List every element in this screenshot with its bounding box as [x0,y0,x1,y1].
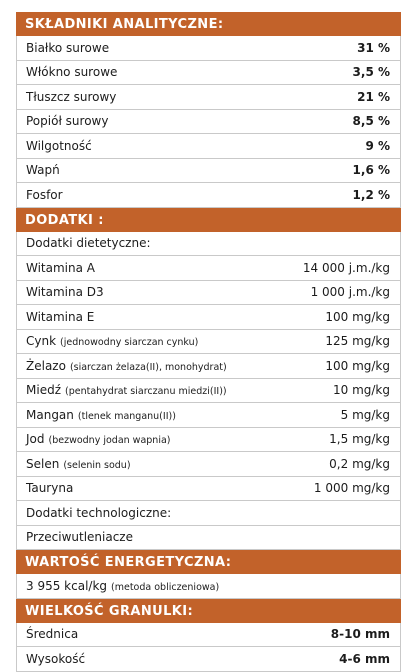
additive-note: (siarczan żelaza(II), monohydrat) [69,361,227,373]
additive-note: (pentahydrat siarczanu miedzi(II)) [65,386,227,398]
additive-name: Mangan [26,407,74,422]
dietetic-label: Dodatki dietetyczne: [26,236,151,251]
row-value: 31 % [357,40,390,55]
granule-row [16,647,401,672]
row-value: 1,6 % [352,163,390,178]
analytical-row [16,110,401,135]
row-label: Tłuszcz surowy [26,89,117,104]
additive-row [16,354,401,379]
additive-note: (jednowodny siarczan cynku) [60,337,199,349]
row-label [26,285,311,299]
row-label [26,481,314,495]
additive-row [16,403,401,428]
nutrition-table [16,12,401,672]
row-value: 9 % [365,138,390,153]
row-value: 1,5 mg/kg [329,432,390,447]
row-label [26,383,333,397]
additive-name: Żelazo [26,358,66,373]
additive-name: Witamina E [26,309,95,324]
additive-note: (bezwodny jodan wapnia) [48,435,171,447]
row-value: 4-6 mm [339,651,390,666]
analytical-row [16,85,401,110]
row-label [26,432,329,446]
row-label: Wysokość [26,651,86,666]
row-value: 1,2 % [352,187,390,202]
technological-label-row [16,501,401,526]
row-label [26,261,303,275]
row-value: 100 mg/kg [325,358,390,373]
energy-row [16,574,401,599]
row-value: 1 000 mg/kg [313,481,390,496]
row-value: 8,5 % [352,114,390,129]
additive-name: Miedź [26,383,61,398]
additive-row [16,379,401,404]
additive-note: (selenin sodu) [63,459,131,471]
row-label [26,359,325,373]
granule-header: WIELKOŚĆ GRANULKI: [16,599,401,623]
additive-name: Witamina D3 [26,285,104,300]
additive-row [16,330,401,355]
energy-header: WARTOŚĆ ENERGETYCZNA: [16,550,401,574]
additive-row [16,256,401,281]
row-label: Wilgotność [26,138,92,153]
energy-text [26,579,390,593]
row-value: 10 mg/kg [333,383,390,398]
dietetic-label-row [16,232,401,257]
additive-row [16,305,401,330]
row-label [26,310,325,324]
row-label [26,457,329,471]
row-label: Wapń [26,163,60,178]
additive-name: Jod [26,432,45,447]
row-value: 5 mg/kg [340,407,390,422]
energy-method: (metoda obliczeniowa) [111,581,220,593]
analytical-row [16,183,401,208]
additive-name: Witamina A [26,260,95,275]
row-value: 8-10 mm [330,627,390,642]
analytical-row [16,61,401,86]
additive-row [16,281,401,306]
additive-note: (tlenek manganu(II)) [77,410,176,422]
technological-label: Dodatki technologiczne: [26,505,172,520]
additives-header: DODATKI : [16,208,401,232]
analytical-row [16,36,401,61]
row-value: 100 mg/kg [325,309,390,324]
analytical-row [16,134,401,159]
row-label: Fosfor [26,187,63,202]
row-value: 21 % [357,89,390,104]
row-value: 14 000 j.m./kg [302,260,390,275]
row-label [26,334,325,348]
granule-row [16,623,401,648]
additive-row [16,428,401,453]
analytical-row [16,159,401,184]
analytical-header: SKŁADNIKI ANALITYCZNE: [16,12,401,36]
additive-name: Selen [26,456,60,471]
row-label: Włókno surowe [26,65,118,80]
row-value: 125 mg/kg [325,334,390,349]
row-value: 3,5 % [352,65,390,80]
row-label: Białko surowe [26,40,110,55]
antioxidants-row [16,526,401,551]
row-label: Popiół surowy [26,114,109,129]
row-value: 1 000 j.m./kg [310,285,390,300]
additive-name: Tauryna [26,481,74,496]
additive-name: Cynk [26,334,57,349]
energy-value: 3 955 kcal/kg [26,578,108,593]
additive-row [16,452,401,477]
row-value: 0,2 mg/kg [329,456,390,471]
antioxidants-label: Przeciwutleniacze [26,530,133,545]
row-label: Średnica [26,627,79,642]
additive-row [16,477,401,502]
row-label [26,408,341,422]
